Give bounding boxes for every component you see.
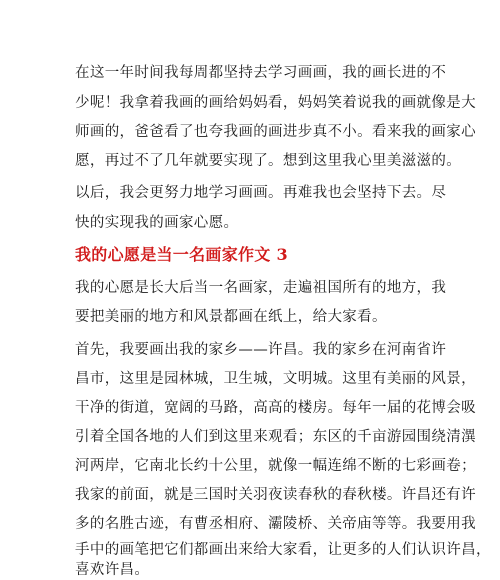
paragraph-4-line-7: 多的名胜古迹，有曹丞相府、灞陵桥、关帝庙等等。我要用我: [75, 516, 476, 532]
paragraph-4-line-3: 干净的街道，宽阔的马路，高高的楼房。每年一届的花博会吸: [75, 400, 476, 416]
paragraph-1-line-3: 师画的，爸爸看了也夸我画的画进步真不小。看来我的画家心: [75, 124, 476, 140]
paragraph-1-line-2: 少呢！我拿着我画的画给妈妈看，妈妈笑着说我的画就像是大: [75, 95, 476, 111]
paragraph-4-line-2: 昌市，这里是园林城，卫生城，文明城。这里有美丽的风景，: [75, 371, 476, 387]
paragraph-2-line-1: 以后，我会更努力地学习画画。再难我也会坚持下去。尽: [75, 185, 447, 201]
paragraph-1-line-4: 愿，再过不了几年就要实现了。想到这里我心里美滋滋的。: [75, 153, 462, 169]
paragraph-4-line-4: 引着全国各地的人们到这里来观看；东区的千亩游园围绕清潩: [75, 429, 476, 445]
paragraph-3-line-2: 要把美丽的地方和风景都画在纸上，给大家看。: [75, 309, 387, 325]
paragraph-1-line-1: 在这一年时间我每周都坚持去学习画画，我的画长进的不: [75, 65, 447, 81]
section-heading: 我的心愿是当一名画家作文 3: [75, 245, 288, 264]
paragraph-4-line-9: 喜欢许昌。: [75, 562, 150, 578]
paragraph-4-line-1: 首先，我要画出我的家乡——许昌。我的家乡在河南省许: [75, 342, 447, 358]
paragraph-4-line-6: 我家的前面，就是三国时关羽夜读春秋的春秋楼。许昌还有许: [75, 487, 476, 503]
paragraph-2-line-2: 快的实现我的画家心愿。: [75, 215, 239, 231]
paragraph-3-line-1: 我的心愿是长大后当一名画家，走遍祖国所有的地方，我: [75, 280, 447, 296]
paragraph-4-line-5: 河两岸，它南北长约十公里，就像一幅连绵不断的七彩画卷；: [75, 458, 476, 474]
paragraph-4-line-8: 手中的画笔把它们都画出来给大家看，让更多的人们认识许昌，: [75, 542, 491, 558]
